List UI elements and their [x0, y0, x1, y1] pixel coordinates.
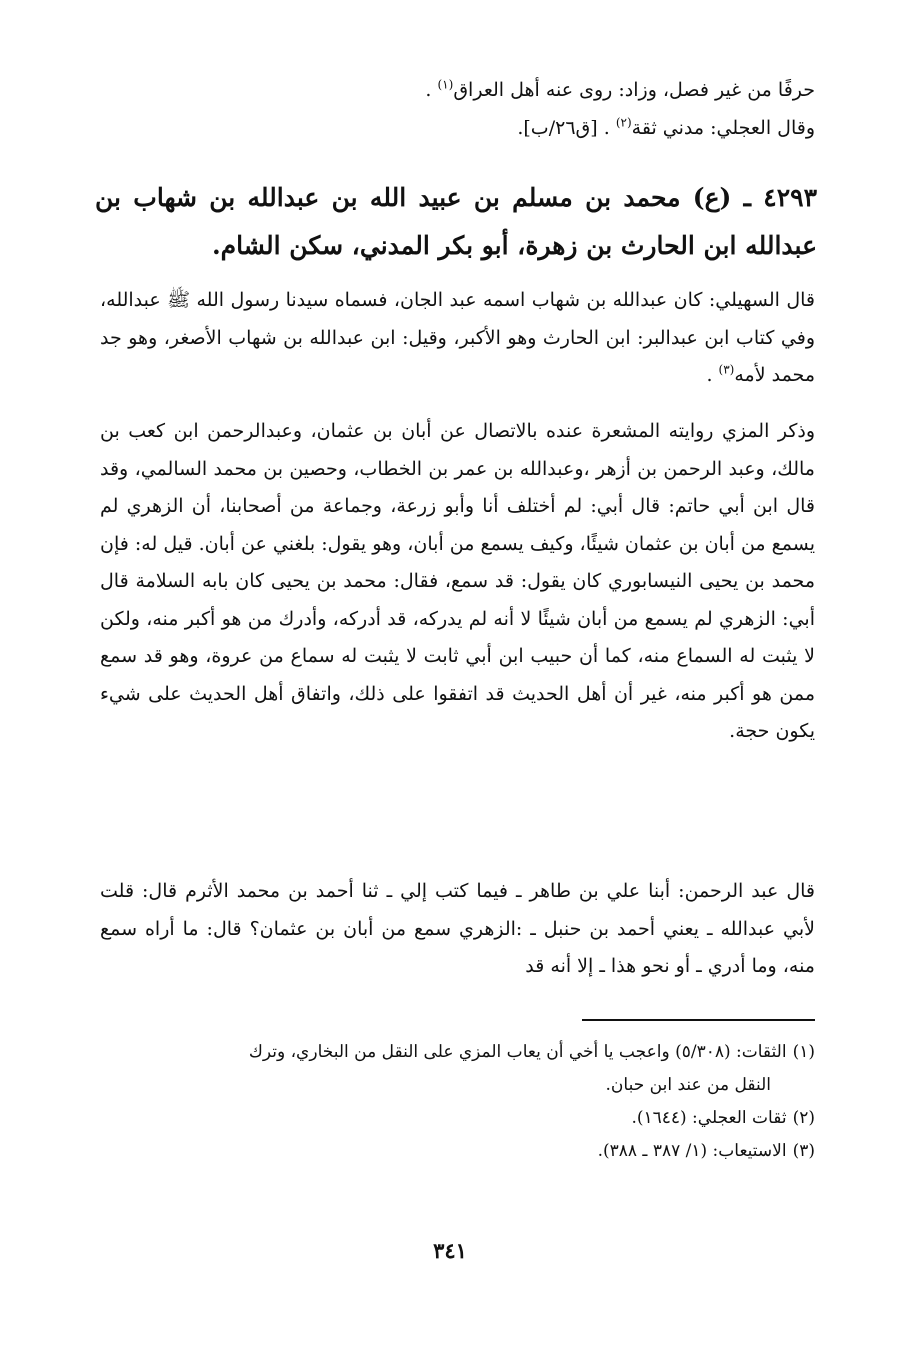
intro-line-1-text: حرفًا من غير فصل، وزاد: روى عنه أهل العراق: [453, 79, 815, 101]
footnotes-section: [100, 1036, 815, 1168]
page-number: ٣٤١: [433, 1238, 467, 1263]
footnote-text: الثقات: (٥/٣٠٨) واعجب يا أخي أن يعاب المزي على النقل من البخاري، وترك: [248, 1042, 787, 1062]
intro-line-2-end: . [ق٢٦/ب].: [517, 116, 616, 139]
intro-line-2-text: وقال العجلي: مدني ثقة: [631, 116, 815, 139]
footnote-2: [100, 1102, 815, 1135]
footnote-1-continuation: النقل من عند ابن حبان.: [605, 1075, 771, 1095]
paragraph-3: [100, 873, 815, 986]
footnote-divider: [582, 1019, 815, 1021]
footnote-text: الاستيعاب: (١/ ٣٨٧ ـ ٣٨٨).: [597, 1141, 787, 1161]
paragraph-2-text: وذكر المزي روايته المشعرة عنده بالاتصال عن أبان بن عثمان، وعبدالرحمن ابن كعب بن مالك، وعبد الرحمن بن أزهر ،وعبدالله بن عمر بن الخطاب، وحصين بن محمد السالمي، وقد قال ابن أبي حاتم: قال أبي: لم أختلف أنا وأبو زرعة، وجماعة من أصحابنا، أن الزهري لم يسمع من أبان بن عثمان شيئًا، وكيف يسمع من أبان، وهو يقول: بلغني عن أبان. قيل له: فإن محمد بن يحيى النيسابوري كان يقول: قد سمع، فقال: محمد بن يحيى كان بابه السلامة قال أبي: الزهري لم يسمع من أبان شيئًا لا أنه لم يدركه، قد أدركه، وأدرك من هو أكبر منه، ولكن لا يثبت له السماع منه، كما أن حبيب ابن أبي ثابت لا يثبت له سماع من عروة، وهو قد سمع ممن هو أكبر منه، غير أن أهل الحديث قد اتفقوا على ذلك، واتفاق أهل الحديث على شيء يكون حجة.: [100, 420, 815, 742]
paragraph-2: [100, 413, 815, 751]
footnote-ref-3[interactable]: (٣): [718, 362, 735, 377]
intro-line-1: [100, 72, 815, 110]
paragraph-1-end: .: [706, 364, 719, 386]
paragraph-1: [100, 282, 815, 395]
intro-line-2: [100, 110, 815, 148]
entry-heading: ٤٢٩٣ ـ (ع) محمد بن مسلم بن عبيد الله بن عبدالله بن شهاب بن عبدالله ابن الحارث بن زهرة، أبو بكر المدني، سكن الشام.: [95, 183, 817, 260]
paragraph-1-text: قال السهيلي: كان عبدالله بن شهاب اسمه عبد الجان، فسماه سيدنا رسول الله ﷺ عبدالله، وفي كتاب ابن عبدالبر: ابن الحارث وهو الأكبر، وقيل: ابن عبدالله بن شهاب الأصغر، وهو جد محمد لأمه: [100, 289, 815, 386]
footnote-number: (١): [792, 1042, 815, 1062]
footnote-ref-1[interactable]: (١): [437, 77, 454, 92]
footnote-number: (٢): [792, 1108, 815, 1128]
intro-line-1-end: .: [425, 79, 438, 101]
footnote-number: (٣): [792, 1141, 815, 1161]
footnote-3: [100, 1135, 815, 1168]
footnote-text: ثقات العجلي: (١٦٤٤).: [631, 1108, 787, 1128]
intro-block: [100, 72, 815, 147]
footnote-1: [100, 1036, 815, 1069]
footnote-ref-2[interactable]: (٢): [615, 115, 632, 130]
paragraph-3-text: قال عبد الرحمن: أبنا علي بن طاهر ـ فيما كتب إلي ـ ثنا أحمد بن محمد الأثرم قال: قلت لأبي عبدالله ـ يعني أحمد بن حنبل ـ :الزهري سمع من أبان بن عثمان؟ قال: ما أراه سمع منه، وما أدري ـ أو نحو هذا ـ إلا أنه قد: [100, 880, 815, 977]
